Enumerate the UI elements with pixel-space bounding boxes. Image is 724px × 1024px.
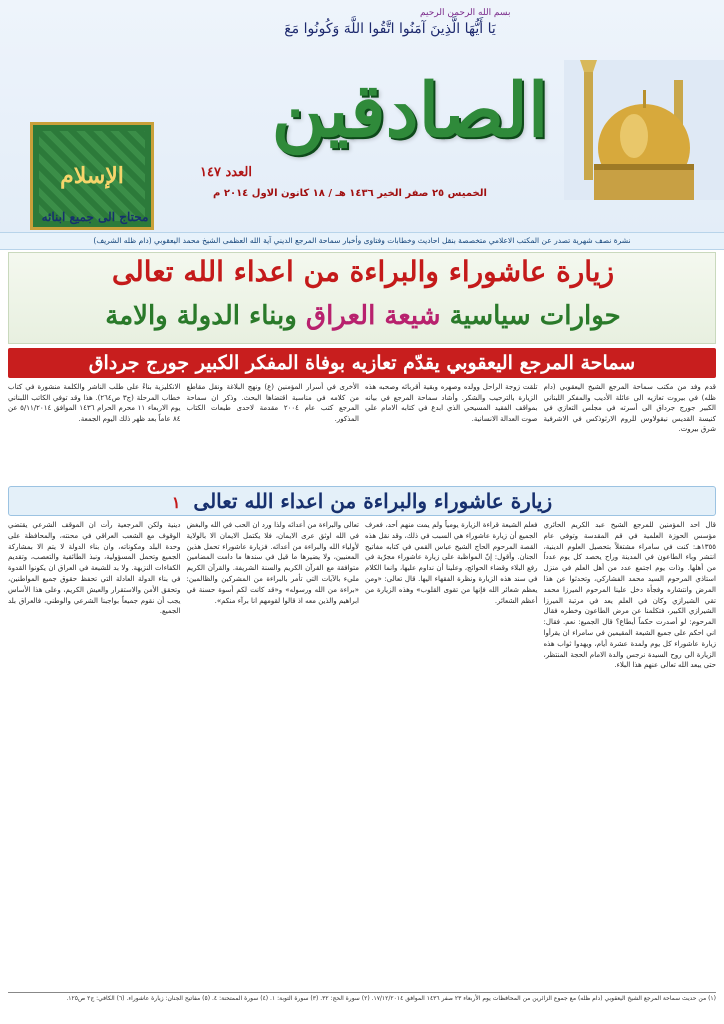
sub-headline-part-c: وبناء الدولة والامة [105, 301, 297, 331]
article1-column-4: الانكليزية بناءً على طلب الناشر والكلمة منشورة في كتاب خطاب المرحلة (ج٣ ص٢٦٤). هذا وقد توفي الكاتب اللبناني يوم الاربعاء ١١ محرم الحرام ١٤٣٦ الموافق ٥/١١/٢٠١٤ عن ٨٤ عاماً بعد ظهر ذلك اليوم الجمعة. [8, 383, 181, 423]
article2-column-2: فعلم الشيعة قراءة الزيارة يومياً ولم يمت منهم أحد، فعرف الجميع أن زيارة عاشوراء هي السبب في ذلك، وقد نقل هذه القصة المرحوم الحاج الشيخ عباس القمي في كتابه مفاتيح الجنان. وأقول: إنّ المواظبة على زيارة عاشوراء مجرّبة في رفع البلاء وقضاء الحوائج، وعلينا أن نداوم عليها، وانما الكلام في سند هذه الزيارة ونظرة الفقهاء اليها. قال تعالى: «ومن يعظم شعائر الله فإنها من تقوى القلوب» وهذه الزيارة من أعظم الشعائر. [365, 521, 538, 605]
badge-pattern [39, 131, 145, 221]
headline-box [8, 252, 716, 344]
article2-column-4: دينية ولكن المرجعية رأت ان الموقف الشرعي يقتضي الوقوف مع الشعب العراقي في محنته، والمحافظة على وحدة البلد ومكوناته، وان بناء الدولة لا يتم الا بمشاركة الجميع وتحمل المسؤولية، ونبذ الطائفية والتعصب، وتقديم الكفاءات النزيهة. ولا بد للشيعة في العراق ان يكونوا القدوة في بناء الدولة العادلة التي تحفظ حقوق جميع المواطنين، وتحقق الأمن والاستقرار والعيش الكريم، وعلى هذا الأساس يجب أن نقوم جميعاً بواجبنا الشرعي والوطني، فالعراق بلد الجميع. [8, 521, 181, 616]
quranic-verse: يَا أَيُّهَا الَّذِينَ آمَنُوا اتَّقُوا اللَّهَ وَكُونُوا مَعَ [284, 21, 496, 37]
sub-headline [9, 301, 717, 331]
sub-headline-accent: شيعة العراق [305, 301, 441, 331]
issue-number: العدد ١٤٧ [200, 165, 252, 180]
main-article [8, 520, 716, 990]
article1-column-1: قدم وفد من مكتب سماحة المرجع الشيخ اليعقوبي (دام ظله) في بيروت تعازيه الى عائلة الأديب والمفكر اللبناني الكبير جورج جرداق الى أسرته في مجلس التعازي في كنيسة القديس نيقولاوس للروم الارثوذكس في الاشرفية شرق بيروت. [543, 383, 716, 434]
badge-caption: محتاج الى جميع ابنائه [41, 210, 149, 224]
section-banner [8, 486, 716, 516]
section-title: زيارة عاشوراء والبراءة من اعداء الله تعالى [193, 489, 553, 513]
section-footnote-number: ١ [171, 493, 181, 512]
footnotes: (١) من حديث سماحة المرجع الشيخ اليعقوبي (دام ظله) مع جموع الزائرين من المحافظات يوم الأربعاء ٢٣ صفر ١٤٣٦ الموافق ١٧/١٢/٢٠١٤. (٢) سورة الحج: ٣٢. (٣) سورة التوبة: ١. (٤) سورة الممتحنة: ٤. (٥) مفاتيح الجنان: زيارة عاشوراء. (٦) الكافي: ج٢ ص١٢٥. [8, 992, 716, 1022]
shrine-dome-image [564, 60, 724, 200]
article1-column-3: الأخرى في أسرار المؤمنين (ع) ونهج البلاغة ونقل مقاطع من كلامه في مناسبة اقتضاها البحث. وذكر ان سماحة المرجع كتب عام ٢٠٠٤ مقدمة لاحدى طبعات الكتاب المذكور. [186, 383, 359, 423]
publication-description: نشرة نصف شهرية تصدر عن المكتب الاعلامي متخصصة بنقل احاديث وخطابات وفتاوى وأخبار سماحة المرجع الديني آية الله العظمى الشيخ محمد اليعقوبي (دام ظله الشريف) [0, 232, 724, 250]
condolence-banner: سماحة المرجع اليعقوبي يقدّم تعازيه بوفاة المفكر الكبير جورج جرداق [8, 348, 716, 378]
sub-headline-part-a: حوارات سياسية [449, 301, 621, 331]
article2-column-3: تعالى والبراءة من أعدائه ولذا ورد ان الحب في الله والبغض في الله اوثق عرى الايمان، فلا يكتمل الايمان الا بالولاية لأولياء الله والبراءة من أعدائه. فزيارة عاشوراء تحمل هذين المعنيين، ولا يضيرها ما قيل في سندها ما دامت المضامين متوافقة مع القرآن الكريم والسنة الشريفة. والقرآن الكريم مليء بالآيات التي تأمر بالبراءة من المشركين والظالمين: «براءة من الله ورسوله» و«قد كانت لكم أسوة حسنة في ابراهيم والذين معه اذ قالوا لقومهم انا برآء منكم». [186, 521, 359, 605]
article1-column-2: تلقت زوجة الراحل وولده وصهره وبقية أقربائه وصحبه هذه الزيارة بالترحيب والشكر. وأشاد سماحة المرجع في بيانه بمواقف الفقيد المسيحي الذي ابدع في كتابه الامام علي صوت العدالة الانسانية. [365, 383, 538, 423]
issue-date: الخميس ٢٥ صفر الخير ١٤٣٦ هـ / ١٨ كانون الاول ٢٠١٤ م [213, 188, 487, 199]
article2-column-1: قال احد المؤمنين للمرجع الشيخ عبد الكريم الحائري مؤسس الحوزة العلمية في قم المقدسة وتوفي عام ١٣٥٥هـ: كنت في سامراء مشتغلاً بتحصيل العلوم الدينية، انتشر وباء الطاعون في المدينة وراح يحصد كل يوم عدداً من أهلها. وذات يوم اجتمع عدد من أهل العلم في منزل استاذي المرحوم السيد محمد الفشاركي، وتحدثوا عن هذا المرض وانتشاره وفجأة دخل علينا المرحوم الميرزا محمد تقي الشيرازي وكان في العلم يعد في مرتبة الميرزا الشيرازي الكبير، فتكلمنا عن مرض الطاعون وخطره فقال المرحوم: لو أصدرت حكماً أيطاع؟ قال الجميع: نعم. فقال: اني احكم على جميع الشيعة المقيمين في سامراء ان يقرأوا زيارة عاشوراء كل يوم ولمدة عشرة أيام، ويهدوا ثواب هذه الزيارة الى روح السيدة نرجس والدة الامام الحجة المنتظر، حتى يبعد الله تعالى عنهم هذا البلاء. [543, 521, 716, 670]
basmala: بسم الله الرحمن الرحيم [420, 8, 511, 18]
condolence-article [8, 382, 716, 482]
masthead [0, 0, 724, 232]
badge-text: الإسلام [60, 162, 124, 189]
main-headline: زيارة عاشوراء والبراءة من اعداء الله تعالى [111, 255, 615, 288]
newsletter-logo: الصادقين [271, 68, 549, 154]
